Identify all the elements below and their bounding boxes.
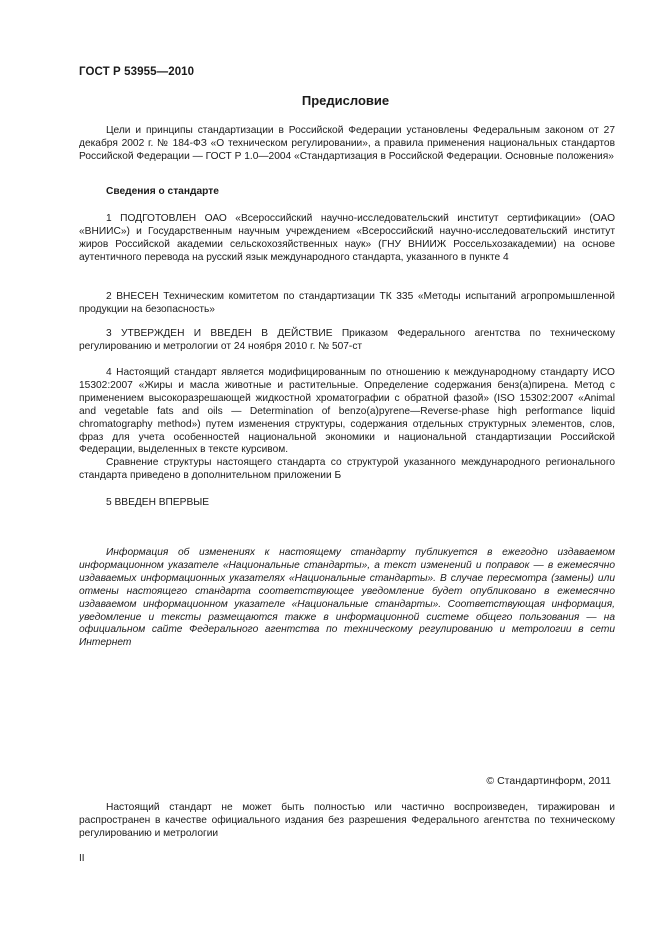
item-2 — [79, 291, 615, 317]
copyright: © Стандартинформ, 2011 — [486, 775, 611, 787]
item-1-text: 1 ПОДГОТОВЛЕН ОАО «Всероссийский научно-исследовательский институт сертификации» (ОАО «ВНИИС») и Государственным научным учреждением «Всероссийский научно-исследовательский институт жиров Российской академии сельскохозяйственных наук» (ГНУ ВНИИЖ Россельхозакадемии) на основе аутентичного перевода на русский язык международного стандарта, указанного в пункте 4 — [79, 213, 615, 263]
intro-paragraph — [79, 125, 615, 164]
item-1 — [79, 213, 615, 265]
info-heading: Сведения о стандарте — [106, 186, 219, 197]
item-2-text: 2 ВНЕСЕН Техническим комитетом по стандартизации ТК 335 «Методы испытаний агропромышленной продукции на безопасность» — [79, 291, 615, 315]
rights-notice — [79, 802, 615, 841]
item-5-text: 5 ВВЕДЕН ВПЕРВЫЕ — [106, 497, 210, 508]
intro-text: Цели и принципы стандартизации в Российской Федерации установлены Федеральным законом от 27 декабря 2002 г. № 184-ФЗ «О техническом регулировании», а правила применения национальных стандартов Российской Федерации — ГОСТ Р 1.0—2004 «Стандартизация в Российской Федерации. Основные положения» — [79, 125, 615, 162]
item-3 — [79, 328, 615, 354]
changes-notice — [79, 547, 615, 650]
page-number: II — [79, 853, 85, 864]
item-4-comparison-text: Сравнение структуры настоящего стандарта со структурой указанного международного регионального стандарта приведено в дополнительном приложении Б — [79, 457, 615, 482]
changes-notice-text: Информация об изменениях к настоящему стандарту публикуется в ежегодно издаваемом информационном указателе «Национальные стандарты», а текст изменений и поправок — в ежемесячно издаваемых информационных указателях «Национальные стандарты». В случае пересмотра (замены) или отмены настоящего стандарта соответствующее уведомление будет опубликовано в ежемесячно издаваемом информационном указателе «Национальные стандарты». Соответствующая информация, уведомление и тексты размещаются также в информационной системе общего пользования — на официальном сайте Федерального агентства по техническому регулированию и метрологии в сети Интернет — [79, 547, 615, 649]
info-heading-block — [79, 186, 615, 199]
rights-notice-text: Настоящий стандарт не может быть полностью или частично воспроизведен, тиражирован и распространен в качестве официального издания без разрешения Федерального агентства по техническому регулированию и метрологии — [79, 802, 615, 839]
page-title: Предисловие — [301, 93, 390, 108]
item-4-text: 4 Настоящий стандарт является модифицированным по отношению к международному стандарту ИСО 15302:2007 «Жиры и масла животные и растительные. Определение содержания бенз(а)пирена. Метод с применением высокоразрешающей жидкостной хроматографии с обратной фазой» (ISO 15302:2007 «Animal and vegetable fats and oils — Determination of benzo(a)pyrene—Reverse-phase high performance liquid chromatography method») путем изменения структуры, содержания отдельных структурных элементов, слов, фраз для учета особенностей национальной экономики и национальной стандартизации Российской Федерации, выделенных в тексте курсивом. — [79, 367, 615, 456]
item-4 — [79, 367, 615, 483]
item-5 — [79, 497, 615, 510]
document-header: ГОСТ Р 53955—2010 — [79, 66, 195, 78]
item-3-text: 3 УТВЕРЖДЕН И ВВЕДЕН В ДЕЙСТВИЕ Приказом Федерального агентства по техническому регулированию и метрологии от 24 ноября 2010 г. № 507-ст — [79, 328, 615, 352]
